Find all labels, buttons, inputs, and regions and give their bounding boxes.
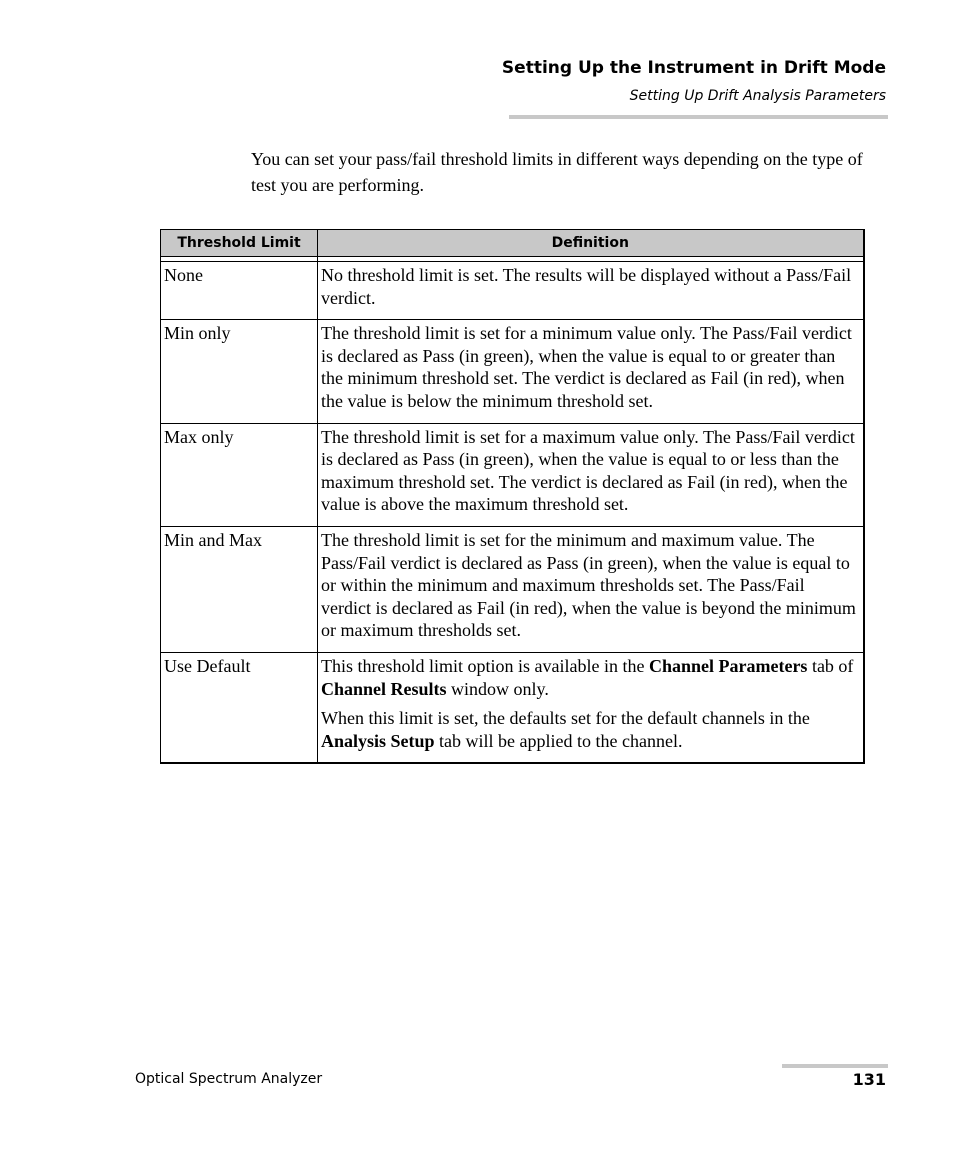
table-header-row	[161, 230, 864, 257]
column-header-threshold-limit: Threshold Limit	[161, 230, 318, 257]
table-row	[161, 526, 864, 652]
text-run: window only.	[446, 678, 549, 699]
definition-paragraph	[321, 707, 859, 752]
threshold-limit-cell: None	[161, 262, 318, 320]
footer-product-name: Optical Spectrum Analyzer	[135, 1071, 323, 1087]
definition-cell: The threshold limit is set for the minimum and maximum value. The Pass/Fail verdict is declared as Pass (in green), when the value is equal to or within the minimum and maximum thresholds set. The Pass/Fail verdict is declared as Fail (in red), when the value is beyond the minimum or maximum thresholds set.	[318, 526, 864, 652]
column-header-definition: Definition	[318, 230, 864, 257]
threshold-limit-cell: Min and Max	[161, 526, 318, 652]
definition-cell: The threshold limit is set for a minimum value only. The Pass/Fail verdict is declared as Pass (in green), when the value is equal to or greater than the minimum threshold set. The verdict is declared as Fail (in red), when the value is below the minimum threshold set.	[318, 320, 864, 423]
page-number: 131	[852, 1070, 886, 1089]
threshold-limit-cell: Use Default	[161, 652, 318, 763]
footer-rule	[782, 1064, 888, 1068]
table-row	[161, 423, 864, 526]
threshold-limit-cell: Max only	[161, 423, 318, 526]
ui-term-channel-parameters: Channel Parameters	[648, 655, 808, 676]
intro-paragraph: You can set your pass/fail threshold limits in different ways depending on the type of test you are performing.	[251, 149, 863, 195]
table-row	[161, 652, 864, 763]
definition-cell	[318, 652, 864, 763]
text-run: This threshold limit option is available in the	[321, 655, 649, 676]
running-header-title: Setting Up the Instrument in Drift Mode	[501, 58, 886, 78]
table-row	[161, 320, 864, 423]
threshold-limit-cell: Min only	[161, 320, 318, 423]
table-row	[161, 262, 864, 320]
definition-cell: The threshold limit is set for a maximum value only. The Pass/Fail verdict is declared as Pass (in green), when the value is equal to or less than the maximum threshold set. The verdict is declared as Fail (in red), when the value is above the maximum threshold set.	[318, 423, 864, 526]
header-rule	[509, 115, 888, 119]
threshold-limit-table	[160, 229, 865, 764]
text-run: tab will be applied to the channel.	[434, 730, 683, 751]
text-run: When this limit is set, the defaults set for the default channels in the	[321, 708, 810, 729]
text-run: tab of	[807, 655, 854, 676]
running-header-subtitle: Setting Up Drift Analysis Parameters	[629, 88, 886, 104]
definition-paragraph	[321, 655, 859, 700]
definition-cell: No threshold limit is set. The results will be displayed without a Pass/Fail verdict.	[318, 262, 864, 320]
ui-term-analysis-setup: Analysis Setup	[321, 730, 435, 751]
ui-term-channel-results: Channel Results	[321, 678, 447, 699]
